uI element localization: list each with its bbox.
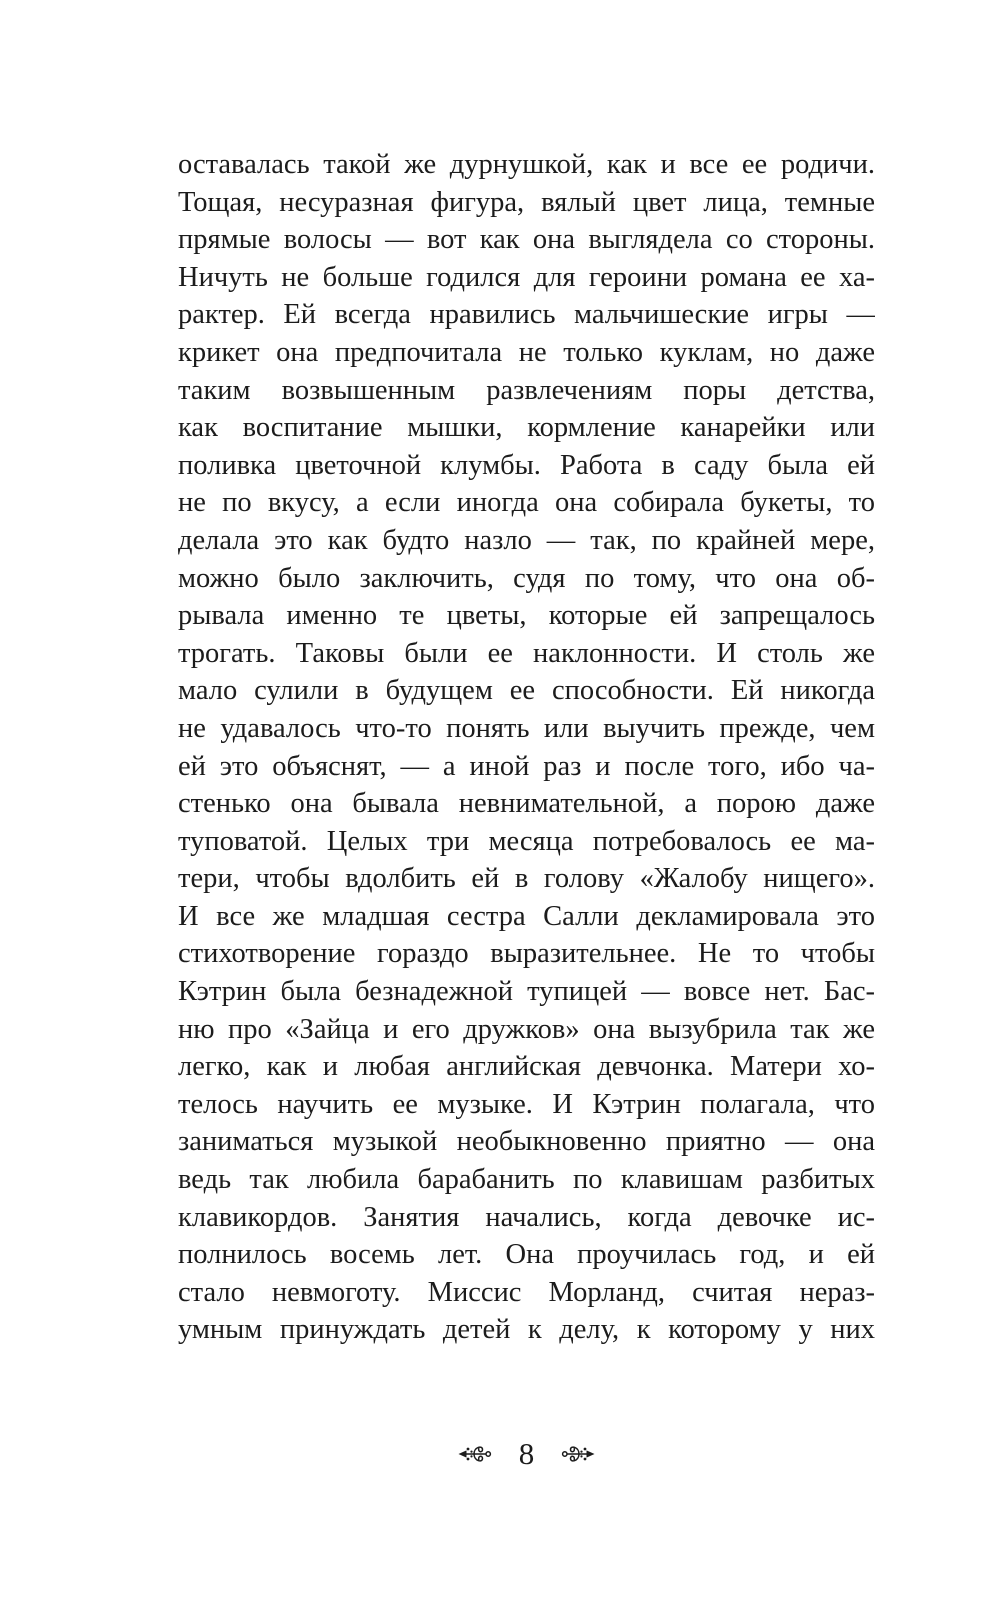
text-line: легко, как и любая английская девчонка. Матери хо- — [178, 1051, 875, 1083]
text-line: туповатой. Целых три месяца потребовалось ее ма- — [178, 825, 875, 857]
text-line: таким возвышенным развлечениям поры детства, — [178, 374, 875, 406]
text-line: Тощая, несуразная фигура, вялый цвет лица, темные — [178, 186, 875, 218]
page-text-block — [178, 146, 875, 1349]
text-line: телось научить ее музыке. И Кэтрин полагала, что — [178, 1088, 875, 1120]
text-line: Ничуть не больше годился для героини романа ее ха- — [178, 261, 875, 293]
text-line: стало невмоготу. Миссис Морланд, считая нераз- — [178, 1276, 875, 1308]
text-line: трогать. Таковы были ее наклонности. И столь же — [178, 637, 875, 669]
text-line: рактер. Ей всегда нравились мальчишеские игры — — [178, 299, 875, 331]
text-line: рывала именно те цветы, которые ей запрещалось — [178, 600, 875, 632]
fleuron-right-icon — [560, 1441, 596, 1467]
text-line: И все же младшая сестра Салли декламировала это — [178, 900, 875, 932]
text-line: делала это как будто назло — так, по крайней мере, — [178, 524, 875, 556]
text-line: ню про «Зайца и его дружков» она вызубрила так же — [178, 1013, 875, 1045]
text-line: умным принуждать детей к делу, к которому у них — [178, 1314, 875, 1346]
text-line: поливка цветочной клумбы. Работа в саду была ей — [178, 449, 875, 481]
text-line: не по вкусу, а если иногда она собирала букеты, то — [178, 487, 875, 519]
text-line: стенько она бывала невнимательной, а порою даже — [178, 788, 875, 820]
text-line: ведь так любила барабанить по клавишам разбитых — [178, 1164, 875, 1196]
text-line: прямые волосы — вот как она выглядела со стороны. — [178, 224, 875, 256]
text-line: не удавалось что-то понять или выучить прежде, чем — [178, 712, 875, 744]
text-line: Кэтрин была безнадежной тупицей — вовсе нет. Бас- — [178, 976, 875, 1008]
text-line: заниматься музыкой необыкновенно приятно — она — [178, 1126, 875, 1158]
text-line: можно было заключить, судя по тому, что она об- — [178, 562, 875, 594]
text-line: оставалась такой же дурнушкой, как и все ее родичи. — [178, 149, 875, 180]
text-line: крикет она предпочитала не только куклам, но даже — [178, 336, 875, 368]
text-line: клавикордов. Занятия начались, когда девочке ис- — [178, 1201, 875, 1233]
text-line: стихотворение гораздо выразительнее. Не то чтобы — [178, 938, 875, 970]
text-line: мало сулили в будущем ее способности. Ей никогда — [178, 675, 875, 707]
text-line: как воспитание мышки, кормление канарейки или — [178, 412, 875, 444]
page-number: 8 — [518, 1436, 535, 1471]
text-line: полнилось восемь лет. Она проучилась год, и ей — [178, 1239, 875, 1271]
text-line: тери, чтобы вдолбить ей в голову «Жалобу нищего». — [178, 863, 875, 895]
page-footer — [178, 1438, 875, 1469]
text-line: ей это объяснят, — а иной раз и после того, ибо ча- — [178, 750, 875, 782]
fleuron-left-icon — [457, 1441, 493, 1467]
